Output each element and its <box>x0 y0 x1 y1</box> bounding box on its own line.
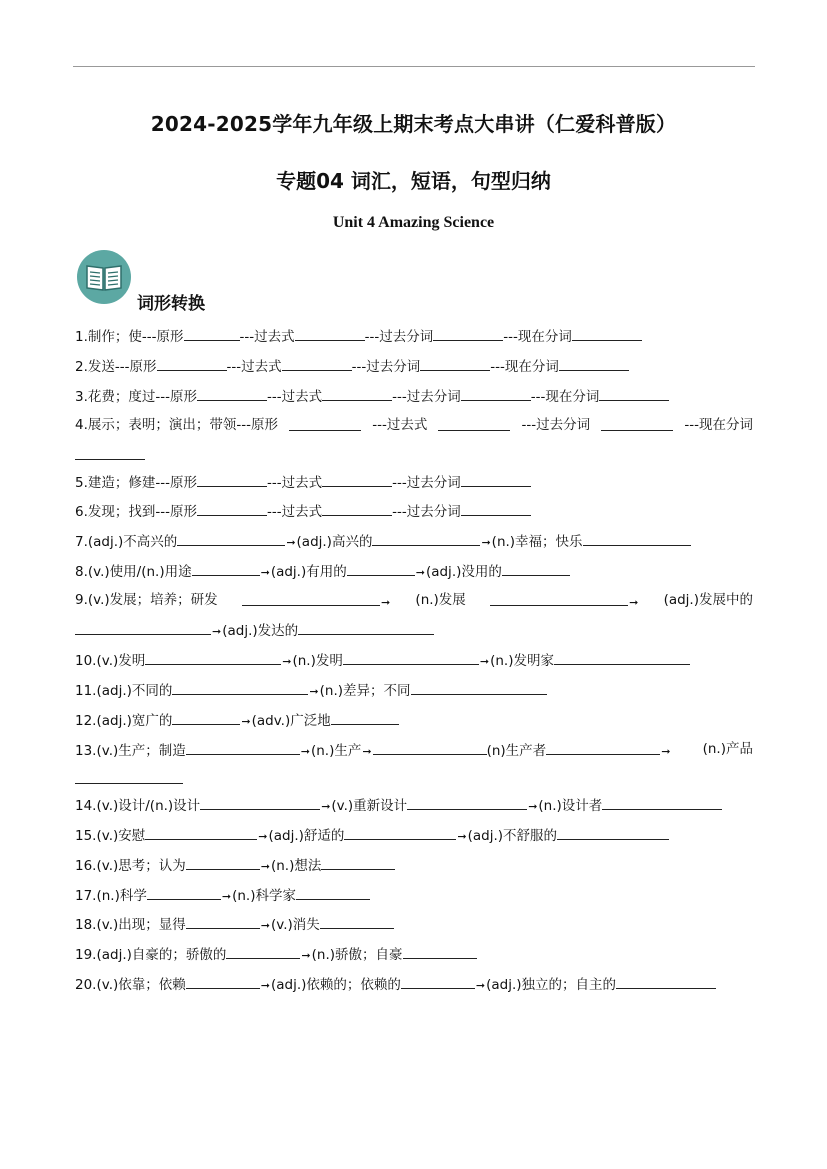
item-label: (n)生产者 <box>486 743 547 759</box>
answer-blank[interactable] <box>75 770 183 784</box>
item-number: 13. <box>75 743 97 759</box>
item-label: (v.)生产；制造 <box>96 743 186 759</box>
answer-blank[interactable] <box>289 417 361 431</box>
item-number: 3. <box>75 389 88 405</box>
answer-blank[interactable] <box>411 681 547 695</box>
answer-blank[interactable] <box>559 357 629 371</box>
item-label: (v.)消失 <box>270 917 320 933</box>
item-label: ---现在分词 <box>490 359 559 375</box>
arrow-icon: ➞ <box>286 536 296 549</box>
list-item <box>75 945 477 964</box>
item-label: (adj.)依赖的；依赖的 <box>270 977 401 993</box>
item-label: 制作；使---原形 <box>87 329 184 345</box>
list-item <box>75 651 690 670</box>
arrow-icon: ➞ <box>481 536 491 549</box>
header-rule <box>73 66 755 67</box>
item-number: 16. <box>75 858 97 874</box>
answer-blank[interactable] <box>546 741 660 755</box>
item-label: ---过去式 <box>372 417 428 433</box>
answer-blank[interactable] <box>601 417 673 431</box>
list-item <box>75 741 753 760</box>
answer-blank[interactable] <box>197 473 267 487</box>
arrow-icon: ➞ <box>301 949 311 962</box>
list-item <box>75 856 395 875</box>
item-number: 8. <box>75 564 88 580</box>
item-label: (n.)发明家 <box>490 653 554 669</box>
answer-blank[interactable] <box>461 387 531 401</box>
answer-blank[interactable] <box>461 473 531 487</box>
answer-blank[interactable] <box>322 502 392 516</box>
answer-blank[interactable] <box>420 357 490 371</box>
item-label: (v.)发展；培养；研发 <box>87 592 218 608</box>
list-item <box>75 473 531 491</box>
answer-blank[interactable] <box>282 357 352 371</box>
answer-blank[interactable] <box>157 357 227 371</box>
answer-blank[interactable] <box>186 975 260 989</box>
item-label: ---现在分词 <box>530 389 600 405</box>
answer-blank[interactable] <box>200 796 320 810</box>
item-label: ---过去式 <box>267 475 323 491</box>
unit-title: Unit 4 Amazing Science <box>332 214 495 231</box>
arrow-icon: ➞ <box>457 830 467 843</box>
list-item <box>75 387 669 405</box>
arrow-icon: ➞ <box>241 715 251 728</box>
item-label: ---过去分词 <box>392 475 461 491</box>
item-label: (n.)生产 <box>310 743 362 759</box>
list-item <box>75 532 691 551</box>
list-item <box>75 417 753 433</box>
arrow-icon: ➞ <box>260 860 270 873</box>
item-number: 6. <box>75 504 88 520</box>
item-number: 4. <box>75 417 88 433</box>
answer-blank[interactable] <box>296 886 370 900</box>
answer-blank[interactable] <box>461 502 531 516</box>
arrow-icon: ➞ <box>260 566 270 579</box>
answer-blank[interactable] <box>557 826 669 840</box>
answer-blank[interactable] <box>331 711 399 725</box>
answer-blank[interactable] <box>572 327 642 341</box>
answer-blank[interactable] <box>242 592 380 606</box>
answer-blank[interactable] <box>343 651 479 665</box>
item-number: 17. <box>75 888 97 904</box>
item-label: (v.)重新设计 <box>331 798 408 814</box>
arrow-icon: ➞ <box>300 745 310 758</box>
item-label: ---过去式 <box>239 329 295 345</box>
item-number: 10. <box>75 653 97 669</box>
answer-blank[interactable] <box>554 651 690 665</box>
item-label: (n.)产品 <box>702 741 753 757</box>
arrow-icon: ➞ <box>362 745 372 758</box>
item-number: 11. <box>75 683 97 699</box>
list-item <box>75 562 570 581</box>
arrow-icon: ➞ <box>661 745 671 758</box>
answer-blank[interactable] <box>147 886 221 900</box>
item-label: ---过去分词 <box>392 389 461 405</box>
arrow-icon: ➞ <box>282 655 292 668</box>
item-number: 7. <box>75 534 88 550</box>
answer-blank[interactable] <box>172 711 240 725</box>
answer-blank[interactable] <box>75 446 145 460</box>
item-label: ---过去分词 <box>364 329 434 345</box>
item-number: 12. <box>75 713 97 729</box>
item-label: (adv.)广泛地 <box>251 713 331 729</box>
answer-blank[interactable] <box>372 532 480 546</box>
item-label: (adj.)有用的 <box>270 564 347 580</box>
item-part <box>75 592 218 611</box>
item-label: (adj.)独立的；自主的 <box>486 977 617 993</box>
list-item <box>75 711 399 730</box>
item-number: 1. <box>75 329 88 345</box>
open-book-icon <box>85 263 123 291</box>
answer-blank[interactable] <box>599 387 669 401</box>
list-item <box>75 975 716 994</box>
item-label: (v.)思考；认为 <box>96 858 186 874</box>
item-label: (n.)科学家 <box>232 888 296 904</box>
arrow-icon: ➞ <box>380 596 391 609</box>
item-label: 建造；修建---原形 <box>87 475 198 491</box>
list-item <box>75 681 547 700</box>
arrow-icon: ➞ <box>629 596 639 609</box>
item-label: ---过去分词 <box>351 359 421 375</box>
answer-blank[interactable] <box>373 741 487 755</box>
arrow-icon: ➞ <box>309 685 319 698</box>
item-label: ---过去式 <box>267 389 323 405</box>
item-label: (n.)差异；不同 <box>319 683 411 699</box>
answer-blank[interactable] <box>186 741 300 755</box>
answer-blank[interactable] <box>616 975 716 989</box>
list-item <box>75 327 642 345</box>
answer-blank[interactable] <box>490 592 628 606</box>
item-label: ---过去式 <box>226 359 282 375</box>
answer-blank[interactable] <box>344 826 456 840</box>
answer-blank[interactable] <box>186 856 260 870</box>
list-item <box>75 592 753 611</box>
item-label: (n.)骄傲；自豪 <box>311 947 403 963</box>
answer-blank[interactable] <box>403 945 477 959</box>
answer-blank[interactable] <box>197 502 267 516</box>
item-number: 18. <box>75 917 97 933</box>
arrow-icon: ➞ <box>528 800 538 813</box>
list-item <box>75 502 531 520</box>
answer-blank[interactable] <box>184 327 240 341</box>
section-heading: 词形转换 <box>137 294 205 314</box>
item-label: 花费；度过---原形 <box>87 389 198 405</box>
answer-blank[interactable] <box>320 915 394 929</box>
answer-blank[interactable] <box>322 473 392 487</box>
answer-blank[interactable] <box>322 387 392 401</box>
arrow-icon: ➞ <box>415 566 425 579</box>
list-item <box>75 796 722 815</box>
item-label: (adj.)发达的 <box>222 623 299 639</box>
item-label: 发现；找到---原形 <box>87 504 198 520</box>
list-item-continuation <box>75 446 145 464</box>
answer-blank[interactable] <box>295 327 365 341</box>
arrow-icon: ➞ <box>260 919 270 932</box>
item-label: (adj.)高兴的 <box>296 534 373 550</box>
answer-blank[interactable] <box>177 532 285 546</box>
item-part <box>75 417 278 433</box>
item-label: (adj.)自豪的；骄傲的 <box>96 947 227 963</box>
item-label: ---过去分词 <box>392 504 461 520</box>
item-label: (v.)发明 <box>96 653 146 669</box>
item-number: 2. <box>75 359 88 375</box>
item-label: (v.)安慰 <box>96 828 146 844</box>
item-label: ---现在分词 <box>684 417 753 433</box>
item-label: (adj.)没用的 <box>425 564 502 580</box>
item-number: 20. <box>75 977 97 993</box>
item-label: (n.)科学 <box>96 888 147 904</box>
item-label: 发送---原形 <box>87 359 157 375</box>
list-item <box>75 915 394 934</box>
answer-blank[interactable] <box>401 975 475 989</box>
section-badge <box>77 250 131 304</box>
topic-title: 专题04 词汇，短语，句型归纳 <box>276 169 551 193</box>
arrow-icon: ➞ <box>479 655 490 668</box>
item-label: ---过去式 <box>267 504 323 520</box>
answer-blank[interactable] <box>145 826 257 840</box>
answer-blank[interactable] <box>502 562 570 576</box>
answer-blank[interactable] <box>321 856 395 870</box>
answer-blank[interactable] <box>75 621 211 635</box>
item-label: (n.)幸福；快乐 <box>491 534 583 550</box>
list-item <box>75 826 669 845</box>
list-item <box>75 886 370 905</box>
item-number: 15. <box>75 828 97 844</box>
arrow-icon: ➞ <box>258 830 268 843</box>
item-label: (v.)出现；显得 <box>96 917 186 933</box>
item-part <box>490 592 639 611</box>
answer-blank[interactable] <box>172 681 308 695</box>
answer-blank[interactable] <box>602 796 722 810</box>
item-label: (adj.)舒适的 <box>268 828 345 844</box>
answer-blank[interactable] <box>583 532 691 546</box>
item-number: 14. <box>75 798 97 814</box>
item-label: ---过去分词 <box>521 417 591 433</box>
item-label: (n.)发明 <box>292 653 343 669</box>
item-label: (v.)设计/(n.)设计 <box>96 798 201 814</box>
document-title: 2024-2025学年九年级上期末考点大串讲（仁爱科普版） <box>150 112 677 136</box>
item-label: (adj.)不舒服的 <box>467 828 558 844</box>
item-label: (adj.)宽广的 <box>96 713 173 729</box>
answer-blank[interactable] <box>192 562 260 576</box>
item-part <box>242 592 391 611</box>
answer-blank[interactable] <box>438 417 510 431</box>
answer-blank[interactable] <box>197 387 267 401</box>
list-item <box>75 357 629 375</box>
answer-blank[interactable] <box>226 945 300 959</box>
item-label: (adj.)不高兴的 <box>87 534 178 550</box>
list-item-continuation <box>75 770 183 788</box>
answer-blank[interactable] <box>298 621 434 635</box>
item-part <box>75 741 671 760</box>
item-number: 19. <box>75 947 97 963</box>
item-label: (adj.)发展中的 <box>663 592 753 608</box>
answer-blank[interactable] <box>433 327 503 341</box>
answer-blank[interactable] <box>347 562 415 576</box>
item-label: ---现在分词 <box>503 329 572 345</box>
arrow-icon: ➞ <box>260 979 270 992</box>
item-label: (n.)设计者 <box>538 798 603 814</box>
arrow-icon: ➞ <box>475 979 486 992</box>
arrow-icon: ➞ <box>212 625 222 638</box>
item-number: 5. <box>75 475 88 491</box>
item-label: (n.)想法 <box>270 858 322 874</box>
item-number: 9. <box>75 592 88 608</box>
item-label: (v.)使用/(n.)用途 <box>87 564 192 580</box>
item-label: (v.)依靠；依赖 <box>96 977 186 993</box>
item-label: (n.)发展 <box>415 592 466 608</box>
item-label: 展示；表明；演出；带领---原形 <box>87 417 279 433</box>
arrow-icon: ➞ <box>321 800 331 813</box>
arrow-icon: ➞ <box>221 890 232 903</box>
list-item-continuation <box>75 621 434 640</box>
answer-blank[interactable] <box>145 651 281 665</box>
answer-blank[interactable] <box>407 796 527 810</box>
answer-blank[interactable] <box>186 915 260 929</box>
item-label: (adj.)不同的 <box>96 683 173 699</box>
